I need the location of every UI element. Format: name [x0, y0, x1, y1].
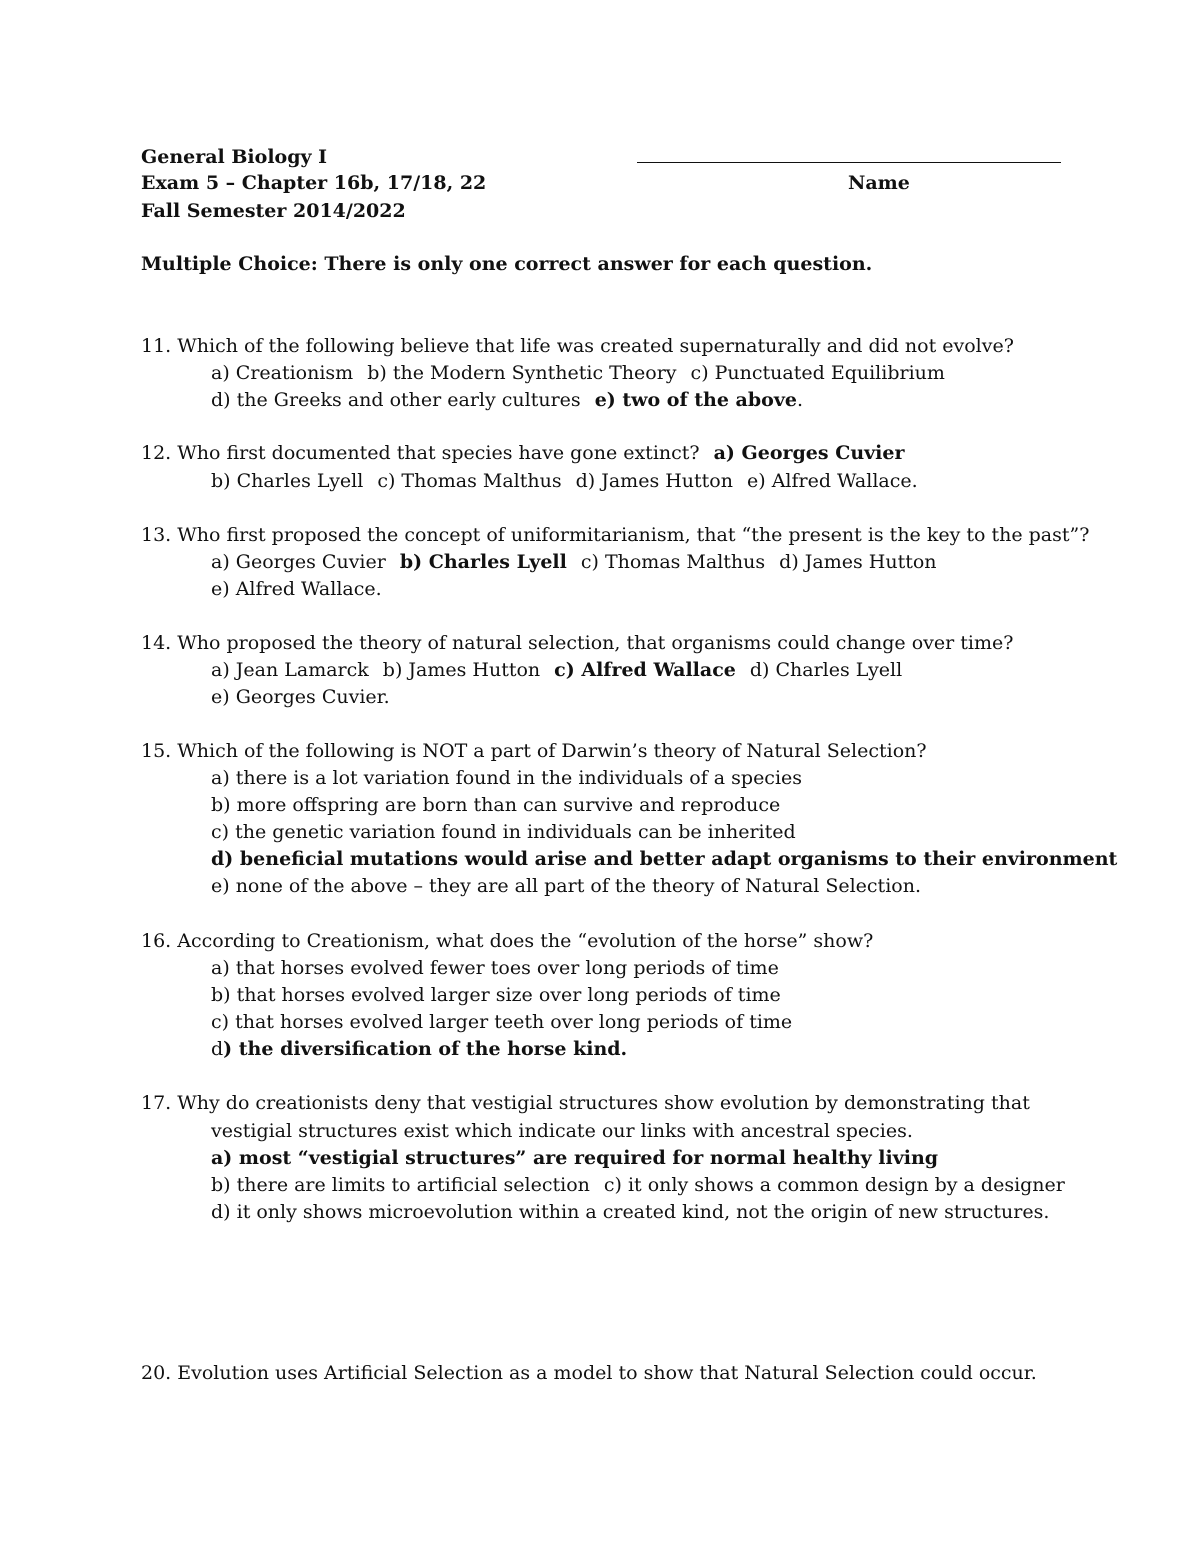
question-17-options-line: [211, 1174, 1065, 1196]
question-13-option-e: e) Alfred Wallace.: [211, 578, 382, 600]
option-b-answer: b) Charles Lyell: [399, 551, 567, 573]
question-15-option-c: c) the genetic variation found in individuals can be inherited: [211, 821, 796, 843]
question-11-options-line2: [211, 389, 803, 411]
option-a: a) Georges Cuvier: [211, 551, 386, 573]
question-12-stem-line: [141, 442, 905, 464]
question-16-stem: 16. According to Creationism, what does the “evolution of the horse” show?: [141, 930, 874, 952]
name-line: [637, 162, 1061, 163]
option-c: c) Punctuated Equilibrium: [690, 362, 945, 384]
question-17-option-d: d) it only shows microevolution within a created kind, not the origin of new structures.: [211, 1201, 1050, 1223]
option-d: d) James Hutton: [779, 551, 937, 573]
option-c: c) it only shows a common design by a designer: [603, 1174, 1065, 1196]
semester: Fall Semester 2014/2022: [141, 200, 406, 222]
question-15-option-e: e) none of the above – they are all part of the theory of Natural Selection.: [211, 875, 921, 897]
option-text: ) the diversification of the horse kind.: [223, 1038, 628, 1060]
question-14-options-line1: [211, 659, 902, 681]
question-17-stem-line2: vestigial structures exist which indicate our links with ancestral species.: [211, 1120, 913, 1142]
course-title: General Biology I: [141, 146, 328, 168]
option-d: d) Charles Lyell: [749, 659, 903, 681]
question-13-options-line1: [211, 551, 937, 573]
name-label: Name: [848, 172, 910, 194]
option-a-answer: a) Georges Cuvier: [713, 442, 905, 464]
option-b: b) there are limits to artificial selection: [211, 1174, 590, 1196]
question-17-option-a-answer: a) most “vestigial structures” are required for normal healthy living: [211, 1147, 939, 1169]
option-a: a) Creationism: [211, 362, 354, 384]
question-11-options-line1: [211, 362, 945, 384]
question-14-option-e: e) Georges Cuvier.: [211, 686, 390, 708]
question-11-stem: 11. Which of the following believe that life was created supernaturally and did not evolve?: [141, 335, 1014, 357]
question-17-stem-line1: 17. Why do creationists deny that vestigial structures show evolution by demonstrating that: [141, 1092, 1030, 1114]
option-c-answer: c) Alfred Wallace: [554, 659, 736, 681]
question-12-stem: 12. Who first documented that species have gone extinct?: [141, 442, 700, 464]
option-letter: d: [211, 1038, 224, 1060]
question-16-option-d-answer: [211, 1038, 627, 1060]
question-15-stem: 15. Which of the following is NOT a part of Darwin’s theory of Natural Selection?: [141, 740, 927, 762]
question-16-option-b: b) that horses evolved larger size over long periods of time: [211, 984, 781, 1006]
exam-title: Exam 5 – Chapter 16b, 17/18, 22: [141, 172, 487, 194]
question-15-option-d-answer: d) beneficial mutations would arise and better adapt organisms to their environment: [211, 848, 1118, 870]
question-16-option-c: c) that horses evolved larger teeth over long periods of time: [211, 1011, 793, 1033]
question-14-stem: 14. Who proposed the theory of natural selection, that organisms could change over time?: [141, 632, 1014, 654]
option-d: d) the Greeks and other early cultures: [211, 389, 581, 411]
question-12-options: [211, 470, 918, 492]
option-c: c) Thomas Malthus: [377, 470, 562, 492]
instructions: Multiple Choice: There is only one correct answer for each question.: [141, 253, 873, 275]
option-b: b) James Hutton: [382, 659, 541, 681]
punctuation: .: [796, 389, 803, 411]
option-e-answer: e) two of the above: [594, 389, 797, 411]
option-d: d) James Hutton: [575, 470, 733, 492]
option-a: a) Jean Lamarck: [211, 659, 369, 681]
question-15-option-a: a) there is a lot variation found in the individuals of a species: [211, 767, 803, 789]
question-16-option-a: a) that horses evolved fewer toes over long periods of time: [211, 957, 779, 979]
question-15-option-b: b) more offspring are born than can survive and reproduce: [211, 794, 781, 816]
question-13-stem: 13. Who first proposed the concept of uniformitarianism, that “the present is the key to the past”?: [141, 524, 1090, 546]
question-20-stem: 20. Evolution uses Artificial Selection as a model to show that Natural Selection could occur.: [141, 1362, 1037, 1384]
option-b: b) the Modern Synthetic Theory: [367, 362, 677, 384]
option-e: e) Alfred Wallace.: [747, 470, 918, 492]
option-c: c) Thomas Malthus: [580, 551, 766, 573]
option-b: b) Charles Lyell: [211, 470, 364, 492]
